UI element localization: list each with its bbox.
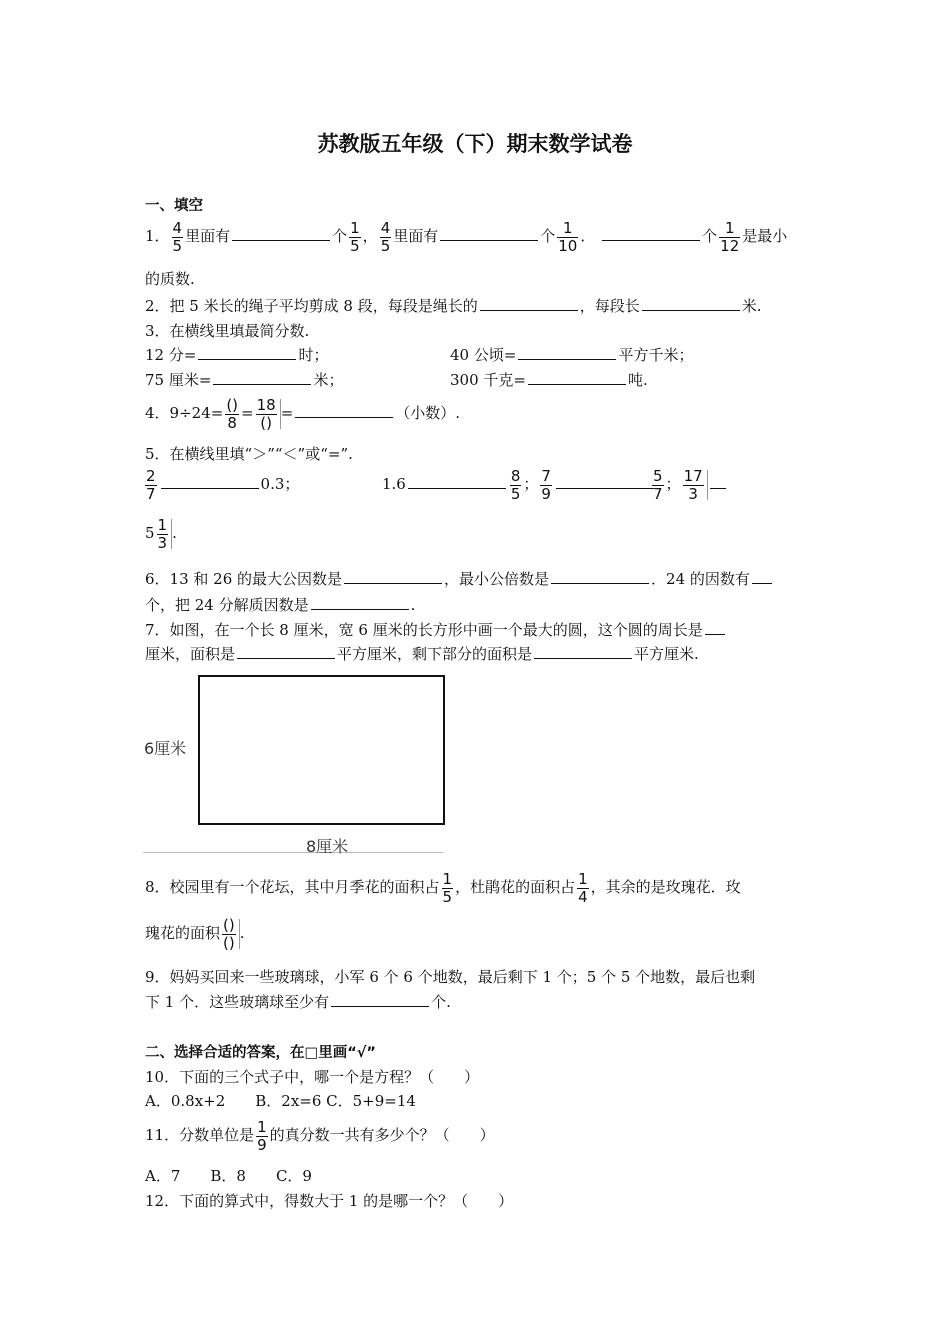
q3-item-b: 40 公顷= 平方千米； xyxy=(450,346,694,364)
q5-compare-c: $\frac{5}{7}$ ； $\frac{17}{3}$ xyxy=(650,463,728,505)
page-title: 苏教版五年级（下）期末数学试卷 xyxy=(317,132,633,156)
q5-mixed-number: 5 $\frac{1}{3}$ . xyxy=(145,515,177,552)
answer-blank[interactable] xyxy=(311,595,409,610)
q1-number: 1． xyxy=(145,227,170,245)
figure-height-label: 6厘米 xyxy=(144,739,187,758)
answer-blank[interactable] xyxy=(232,226,330,241)
question-11-options[interactable]: A．7 B．8 C．9 xyxy=(145,1167,312,1185)
fraction: $\frac{1}{9}$ xyxy=(257,1117,267,1154)
fraction: $\frac{7}{9}$ xyxy=(541,466,551,503)
answer-blank[interactable] xyxy=(518,345,616,360)
fraction: $\frac{1}{3}$ xyxy=(157,515,168,552)
question-9-line2: 下 1 个．这些玻璃球至少有 个. xyxy=(145,993,451,1011)
q5-compare-b: 1.6 $\frac{8}{5}$ ； $\frac{7}{9}$ xyxy=(382,463,656,505)
fraction: $\frac{5}{7}$ xyxy=(653,466,663,503)
question-3-intro: 3．在横线里填最简分数. xyxy=(145,322,310,340)
answer-blank[interactable] xyxy=(752,569,772,584)
answer-blank[interactable] xyxy=(710,474,726,489)
answer-blank[interactable] xyxy=(295,403,393,418)
fraction[interactable]: $\frac{()}{()}$ xyxy=(223,915,235,952)
question-4: 4．9÷24= $\frac{()}{8}$ = $\frac{18}{()}$ = （小数）. xyxy=(145,395,461,432)
question-6: 6．13 和 26 的最大公因数是 ，最小公倍数是 ．24 的因数有 xyxy=(145,568,774,589)
fraction: $\frac{4}{5}$ xyxy=(172,218,183,255)
question-8: 8．校园里有一个花坛，其中月季花的面积占 $\frac{1}{5}$ ，杜鹃花的面积占 $\frac{1}{4}$ ，其余的是玫瑰花．玫 xyxy=(145,869,741,906)
answer-blank[interactable] xyxy=(551,569,649,584)
figure-width-label: 8厘米 xyxy=(306,837,349,856)
fraction: $\frac{2}{7}$ xyxy=(146,466,156,503)
answer-blank[interactable] xyxy=(161,474,259,489)
fraction: $\frac{8}{5}$ xyxy=(510,466,521,503)
question-11: 11．分数单位是 $\frac{1}{9}$ 的真分数一共有多少个？（ ） xyxy=(145,1117,495,1154)
question-12: 12．下面的算式中，得数大于 1 的是哪一个？（ ） xyxy=(145,1192,514,1210)
question-1: 1． $\frac{4}{5}$ 里面有 个 $\frac{1}{5}$ ， $\frac{4}{5}$ 里面有 个 $\frac{1}{10}$ ． 个 $\frac{1}{12}$ 是最小 xyxy=(145,218,788,255)
fraction: $\frac{4}{5}$ xyxy=(380,218,391,255)
answer-blank[interactable] xyxy=(213,370,311,385)
fraction: $\frac{18}{()}$ xyxy=(256,395,276,432)
figure-baseline xyxy=(143,852,443,853)
answer-blank[interactable] xyxy=(528,370,626,385)
question-5-intro: 5．在横线里填“＞”“＜”或“=”. xyxy=(145,445,353,463)
fraction: $\frac{17}{3}$ xyxy=(683,466,703,503)
q3-item-c: 75 厘米= 米； xyxy=(145,371,344,389)
section-heading-choice: 二、选择合适的答案，在□里画“√” xyxy=(145,1045,376,1061)
question-9: 9．妈妈买回来一些玻璃球，小军 6 个 6 个地数，最后剩下 1 个；5 个 5 个地数，最后也剩 xyxy=(145,968,756,986)
answer-blank[interactable] xyxy=(198,345,296,360)
question-8-line2: 瑰花的面积 $\frac{()}{()}$ . xyxy=(145,915,245,952)
answer-blank[interactable] xyxy=(602,226,700,241)
answer-blank[interactable] xyxy=(331,992,429,1007)
question-7: 7．如图，在一个长 8 厘米，宽 6 厘米的长方形中画一个最大的圆，这个圆的周长是 xyxy=(145,619,727,640)
q5-compare-a: $\frac{2}{7}$ 0.3； xyxy=(146,466,300,503)
answer-blank[interactable] xyxy=(237,644,335,659)
answer-blank[interactable] xyxy=(480,296,578,311)
question-10-options[interactable]: A．0.8x+2 B．2x=6 C．5+9=14 xyxy=(145,1092,416,1110)
rectangle-figure xyxy=(198,675,445,825)
answer-blank[interactable] xyxy=(705,620,725,635)
answer-blank[interactable] xyxy=(642,296,740,311)
question-10: 10．下面的三个式子中，哪一个是方程？（ ） xyxy=(145,1068,480,1086)
answer-blank[interactable] xyxy=(440,226,538,241)
question-2: 2．把 5 米长的绳子平均剪成 8 段，每段是绳长的 ，每段长 米. xyxy=(145,297,762,315)
section-heading-fill: 一、填空 xyxy=(145,198,203,214)
question-6-line2: 个，把 24 分解质因数是 . xyxy=(145,596,416,614)
fraction: $\frac{1}{5}$ xyxy=(442,869,453,906)
fraction: $\frac{1}{12}$ xyxy=(720,218,740,255)
answer-blank[interactable] xyxy=(534,644,632,659)
answer-blank[interactable] xyxy=(556,474,654,489)
fraction: $\frac{1}{5}$ xyxy=(350,218,360,255)
q3-item-d: 300 千克= 吨. xyxy=(450,371,648,389)
answer-blank[interactable] xyxy=(408,474,506,489)
answer-blank[interactable] xyxy=(344,569,442,584)
fraction: $\frac{1}{4}$ xyxy=(578,869,588,906)
question-7-line2: 厘米，面积是 平方厘米，剩下部分的面积是 平方厘米. xyxy=(145,645,699,663)
q1-line2: 的质数. xyxy=(145,270,195,288)
q3-item-a: 12 分= 时； xyxy=(145,346,329,364)
fraction: $\frac{()}{8}$ xyxy=(226,395,239,432)
fraction: $\frac{1}{10}$ xyxy=(558,218,578,255)
